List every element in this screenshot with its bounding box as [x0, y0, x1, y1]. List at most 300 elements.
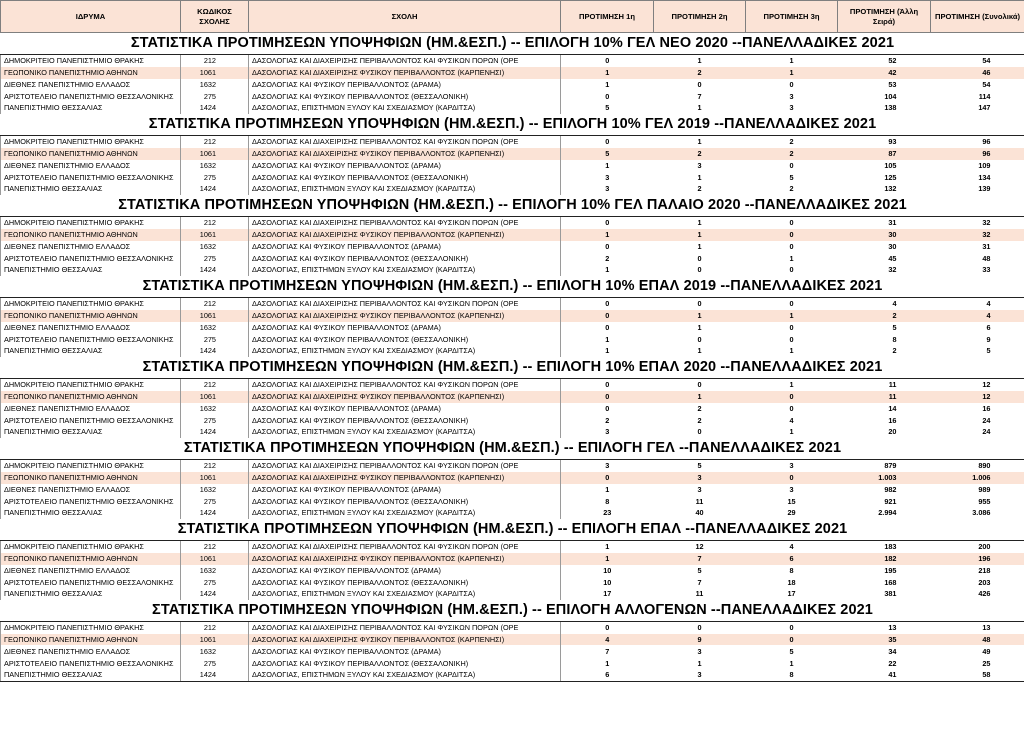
pref-total-cell[interactable]: 3.086	[972, 508, 991, 518]
school-cell[interactable]: ΔΑΣΟΛΟΓΙΑΣ, ΕΠΙΣΤΗΜΩΝ ΞΥΛΟΥ ΚΑΙ ΣΧΕΔΙΑΣΜΟΥ (ΚΑΡΔΙΤΣΑ)	[249, 345, 561, 357]
pref2-cell[interactable]: 1	[697, 322, 702, 332]
pref-total-cell[interactable]: 218	[978, 565, 991, 575]
institution-cell[interactable]: ΠΑΝΕΠΙΣΤΗΜΙΟ ΘΕΣΣΑΛΙΑΣ	[1, 588, 181, 600]
pref-total-cell[interactable]: 58	[931, 669, 1024, 681]
school-cell[interactable]: ΔΑΣΟΛΟΓΙΑΣ ΚΑΙ ΦΥΣΙΚΟΥ ΠΕΡΙΒΑΛΛΟΝΤΟΣ (ΔΡΑΜΑ)	[249, 322, 561, 334]
pref-total-cell[interactable]: 989	[978, 484, 991, 494]
pref2-cell[interactable]: 0	[697, 427, 702, 437]
pref-other-cell[interactable]: 195	[884, 565, 897, 575]
school-cell[interactable]: ΔΑΣΟΛΟΓΙΑΣ ΚΑΙ ΔΙΑΧΕΙΡΙΣΗΣ ΦΥΣΙΚΟΥ ΠΕΡΙΒΑΛΛΟΝΤΟΣ (ΚΑΡΠΕΝΗΣΙ)	[249, 634, 561, 646]
pref-other-cell[interactable]: 104	[884, 91, 897, 101]
pref1-cell[interactable]: 1	[605, 265, 610, 275]
institution-cell[interactable]: ΠΑΝΕΠΙΣΤΗΜΙΟ ΘΕΣΣΑΛΙΑΣ	[1, 507, 181, 519]
school-cell[interactable]: ΔΑΣΟΛΟΓΙΑΣ, ΕΠΙΣΤΗΜΩΝ ΞΥΛΟΥ ΚΑΙ ΣΧΕΔΙΑΣΜΟΥ (ΚΑΡΔΙΤΣΑ)	[249, 102, 561, 114]
section-title[interactable]: ΣΤΑΤΙΣΤΙΚΑ ΠΡΟΤΙΜΗΣΕΩΝ ΥΠΟΨΗΦΙΩΝ (ΗΜ.&ΕΣΠ.) -- ΕΠΙΛΟΓΗ 10% ΓΕΛ ΠΑΛΑΙΟ 2020 --ΠΑΝΕΛΛΑΔΙΚΕΣ 2021	[1, 195, 1024, 217]
pref2-cell[interactable]: 11	[695, 496, 704, 506]
school-cell[interactable]: ΔΑΣΟΛΟΓΙΑΣ ΚΑΙ ΔΙΑΧΕΙΡΙΣΗΣ ΦΥΣΙΚΟΥ ΠΕΡΙΒΑΛΛΟΝΤΟΣ (ΚΑΡΠΕΝΗΣΙ)	[249, 553, 561, 565]
pref2-cell[interactable]: 12	[695, 542, 704, 552]
header-school[interactable]: ΣΧΟΛΗ	[249, 1, 561, 33]
code-cell[interactable]: 1061	[181, 472, 249, 484]
pref1-cell[interactable]: 17	[603, 589, 612, 599]
pref-total-cell[interactable]: 12	[982, 380, 991, 390]
pref3-cell[interactable]: 0	[789, 299, 794, 309]
code-cell[interactable]: 1632	[181, 322, 249, 334]
institution-cell[interactable]: ΔΙΕΘΝΕΣ ΠΑΝΕΠΙΣΤΗΜΙΟ ΕΛΛΑΔΟΣ	[1, 241, 181, 253]
pref2-cell[interactable]: 0	[697, 380, 702, 390]
header-code[interactable]: ΚΩΔΙΚΟΣ ΣΧΟΛΗΣ	[181, 1, 249, 33]
pref3-cell[interactable]: 4	[789, 415, 794, 425]
pref1-cell[interactable]: 1	[605, 542, 610, 552]
pref-other-cell[interactable]: 13	[888, 623, 897, 633]
institution-cell[interactable]: ΑΡΙΣΤΟΤΕΛΕΙΟ ΠΑΝΕΠΙΣΤΗΜΙΟ ΘΕΣΣΑΛΟΝΙΚΗΣ	[1, 333, 181, 345]
code-cell[interactable]: 1061	[181, 391, 249, 403]
code-cell[interactable]: 1632	[181, 403, 249, 415]
school-cell[interactable]: ΔΑΣΟΛΟΓΙΑΣ ΚΑΙ ΦΥΣΙΚΟΥ ΠΕΡΙΒΑΛΛΟΝΤΟΣ (ΔΡΑΜΑ)	[249, 484, 561, 496]
pref-total-cell[interactable]: 4	[931, 310, 1024, 322]
pref-total-cell[interactable]: 54	[982, 79, 991, 89]
pref3-cell[interactable]: 1	[746, 310, 838, 322]
institution-cell[interactable]: ΓΕΩΠΟΝΙΚΟ ΠΑΝΕΠΙΣΤΗΜΙΟ ΑΘΗΝΩΝ	[1, 310, 181, 322]
pref1-cell[interactable]: 1	[561, 67, 654, 79]
pref2-cell[interactable]: 1	[654, 310, 746, 322]
pref3-cell[interactable]: 1	[746, 67, 838, 79]
pref-other-cell[interactable]: 20	[888, 427, 897, 437]
pref-other-cell[interactable]: 52	[888, 56, 897, 66]
pref-other-cell[interactable]: 34	[888, 646, 897, 656]
pref2-cell[interactable]: 2	[654, 148, 746, 160]
pref1-cell[interactable]: 0	[561, 472, 654, 484]
pref1-cell[interactable]: 0	[605, 241, 610, 251]
pref-other-cell[interactable]: 982	[884, 484, 897, 494]
pref3-cell[interactable]: 1	[789, 380, 794, 390]
section-title[interactable]: ΣΤΑΤΙΣΤΙΚΑ ΠΡΟΤΙΜΗΣΕΩΝ ΥΠΟΨΗΦΙΩΝ (ΗΜ.&ΕΣΠ.) -- ΕΠΙΛΟΓΗ 10% ΕΠΑΛ 2020 --ΠΑΝΕΛΛΑΔΙΚΕΣ 2021	[1, 357, 1024, 379]
pref-other-cell[interactable]: 2.994	[878, 508, 897, 518]
institution-cell[interactable]: ΓΕΩΠΟΝΙΚΟ ΠΑΝΕΠΙΣΤΗΜΙΟ ΑΘΗΝΩΝ	[1, 634, 181, 646]
pref3-cell[interactable]: 3	[789, 484, 794, 494]
pref2-cell[interactable]: 0	[697, 265, 702, 275]
pref1-cell[interactable]: 0	[561, 391, 654, 403]
school-cell[interactable]: ΔΑΣΟΛΟΓΙΑΣ ΚΑΙ ΔΙΑΧΕΙΡΙΣΗΣ ΦΥΣΙΚΟΥ ΠΕΡΙΒΑΛΛΟΝΤΟΣ (ΚΑΡΠΕΝΗΣΙ)	[249, 229, 561, 241]
pref-other-cell[interactable]: 32	[888, 265, 897, 275]
pref-total-cell[interactable]: 955	[978, 496, 991, 506]
institution-cell[interactable]: ΔΙΕΘΝΕΣ ΠΑΝΕΠΙΣΤΗΜΙΟ ΕΛΛΑΔΟΣ	[1, 160, 181, 172]
pref2-cell[interactable]: 1	[697, 658, 702, 668]
institution-cell[interactable]: ΑΡΙΣΤΟΤΕΛΕΙΟ ΠΑΝΕΠΙΣΤΗΜΙΟ ΘΕΣΣΑΛΟΝΙΚΗΣ	[1, 90, 181, 102]
pref-total-cell[interactable]: 16	[982, 403, 991, 413]
pref3-cell[interactable]: 5	[789, 646, 794, 656]
pref2-cell[interactable]: 2	[697, 184, 702, 194]
pref-total-cell[interactable]: 32	[931, 229, 1024, 241]
school-cell[interactable]: ΔΑΣΟΛΟΓΙΑΣ, ΕΠΙΣΤΗΜΩΝ ΞΥΛΟΥ ΚΑΙ ΣΧΕΔΙΑΣΜΟΥ (ΚΑΡΔΙΤΣΑ)	[249, 264, 561, 276]
pref-other-cell[interactable]: 14	[888, 403, 897, 413]
pref1-cell[interactable]: 23	[603, 508, 612, 518]
school-cell[interactable]: ΔΑΣΟΛΟΓΙΑΣ ΚΑΙ ΔΙΑΧΕΙΡΙΣΗΣ ΠΕΡΙΒΑΛΛΟΝΤΟΣ ΚΑΙ ΦΥΣΙΚΩΝ ΠΟΡΩΝ (ΟΡΕ	[249, 135, 561, 147]
code-cell[interactable]: 212	[181, 459, 249, 471]
pref2-cell[interactable]: 0	[697, 79, 702, 89]
pref-other-cell[interactable]: 11	[838, 391, 931, 403]
header-institution[interactable]: ΙΔΡΥΜΑ	[1, 1, 181, 33]
code-cell[interactable]: 1424	[181, 588, 249, 600]
pref2-cell[interactable]: 3	[654, 669, 746, 681]
pref-total-cell[interactable]: 4	[986, 299, 991, 309]
header-pref1[interactable]: ΠΡΟΤΙΜΗΣΗ 1η	[561, 1, 654, 33]
pref2-cell[interactable]: 0	[697, 253, 702, 263]
pref2-cell[interactable]: 7	[697, 91, 702, 101]
pref3-cell[interactable]: 0	[789, 241, 794, 251]
pref1-cell[interactable]: 0	[605, 137, 610, 147]
pref-other-cell[interactable]: 2	[892, 346, 897, 356]
pref2-cell[interactable]: 1	[697, 241, 702, 251]
code-cell[interactable]: 1061	[181, 229, 249, 241]
pref1-cell[interactable]: 10	[603, 565, 612, 575]
pref-total-cell[interactable]: 32	[982, 218, 991, 228]
pref-other-cell[interactable]: 182	[838, 553, 931, 565]
school-cell[interactable]: ΔΑΣΟΛΟΓΙΑΣ ΚΑΙ ΦΥΣΙΚΟΥ ΠΕΡΙΒΑΛΛΟΝΤΟΣ (ΔΡΑΜΑ)	[249, 565, 561, 577]
pref1-cell[interactable]: 1	[605, 160, 610, 170]
pref1-cell[interactable]: 1	[561, 229, 654, 241]
institution-cell[interactable]: ΑΡΙΣΤΟΤΕΛΕΙΟ ΠΑΝΕΠΙΣΤΗΜΙΟ ΘΕΣΣΑΛΟΝΙΚΗΣ	[1, 576, 181, 588]
institution-cell[interactable]: ΠΑΝΕΠΙΣΤΗΜΙΟ ΘΕΣΣΑΛΙΑΣ	[1, 183, 181, 195]
code-cell[interactable]: 1632	[181, 484, 249, 496]
pref3-cell[interactable]: 3	[789, 461, 794, 471]
pref3-cell[interactable]: 0	[789, 403, 794, 413]
school-cell[interactable]: ΔΑΣΟΛΟΓΙΑΣ ΚΑΙ ΦΥΣΙΚΟΥ ΠΕΡΙΒΑΛΛΟΝΤΟΣ (ΔΡΑΜΑ)	[249, 403, 561, 415]
section-title[interactable]: ΣΤΑΤΙΣΤΙΚΑ ΠΡΟΤΙΜΗΣΕΩΝ ΥΠΟΨΗΦΙΩΝ (ΗΜ.&ΕΣΠ.) -- ΕΠΙΛΟΓΗ 10% ΕΠΑΛ 2019 --ΠΑΝΕΛΛΑΔΙΚΕΣ 2021	[1, 276, 1024, 298]
school-cell[interactable]: ΔΑΣΟΛΟΓΙΑΣ ΚΑΙ ΔΙΑΧΕΙΡΙΣΗΣ ΦΥΣΙΚΟΥ ΠΕΡΙΒΑΛΛΟΝΤΟΣ (ΚΑΡΠΕΝΗΣΙ)	[249, 148, 561, 160]
pref1-cell[interactable]: 0	[605, 623, 610, 633]
pref1-cell[interactable]: 1	[605, 484, 610, 494]
header-pref-other[interactable]: ΠΡΟΤΙΜΗΣΗ (Άλλη Σειρά)	[838, 1, 931, 33]
school-cell[interactable]: ΔΑΣΟΛΟΓΙΑΣ ΚΑΙ ΦΥΣΙΚΟΥ ΠΕΡΙΒΑΛΛΟΝΤΟΣ (ΘΕΣΣΑΛΟΝΙΚΗ)	[249, 495, 561, 507]
institution-cell[interactable]: ΔΗΜΟΚΡΙΤΕΙΟ ΠΑΝΕΠΙΣΤΗΜΙΟ ΘΡΑΚΗΣ	[1, 216, 181, 228]
pref2-cell[interactable]: 0	[697, 623, 702, 633]
institution-cell[interactable]: ΔΙΕΘΝΕΣ ΠΑΝΕΠΙΣΤΗΜΙΟ ΕΛΛΑΔΟΣ	[1, 565, 181, 577]
pref3-cell[interactable]: 1	[789, 658, 794, 668]
pref3-cell[interactable]: 5	[789, 172, 794, 182]
header-pref2[interactable]: ΠΡΟΤΙΜΗΣΗ 2η	[654, 1, 746, 33]
pref-total-cell[interactable]: 96	[931, 148, 1024, 160]
institution-cell[interactable]: ΔΗΜΟΚΡΙΤΕΙΟ ΠΑΝΕΠΙΣΤΗΜΙΟ ΘΡΑΚΗΣ	[1, 135, 181, 147]
pref3-cell[interactable]: 0	[789, 623, 794, 633]
section-title[interactable]: ΣΤΑΤΙΣΤΙΚΑ ΠΡΟΤΙΜΗΣΕΩΝ ΥΠΟΨΗΦΙΩΝ (ΗΜ.&ΕΣΠ.) -- ΕΠΙΛΟΓΗ 10% ΓΕΛ ΝΕΟ 2020 --ΠΑΝΕΛΛΑΔΙΚΕΣ 2021	[1, 33, 1024, 55]
pref3-cell[interactable]: 1	[789, 253, 794, 263]
school-cell[interactable]: ΔΑΣΟΛΟΓΙΑΣ ΚΑΙ ΔΙΑΧΕΙΡΙΣΗΣ ΦΥΣΙΚΟΥ ΠΕΡΙΒΑΛΛΟΝΤΟΣ (ΚΑΡΠΕΝΗΣΙ)	[249, 472, 561, 484]
pref1-cell[interactable]: 2	[605, 415, 610, 425]
pref2-cell[interactable]: 3	[654, 472, 746, 484]
institution-cell[interactable]: ΔΙΕΘΝΕΣ ΠΑΝΕΠΙΣΤΗΜΙΟ ΕΛΛΑΔΟΣ	[1, 403, 181, 415]
institution-cell[interactable]: ΔΗΜΟΚΡΙΤΕΙΟ ΠΑΝΕΠΙΣΤΗΜΙΟ ΘΡΑΚΗΣ	[1, 55, 181, 67]
pref3-cell[interactable]: 0	[746, 634, 838, 646]
code-cell[interactable]: 212	[181, 540, 249, 552]
pref-total-cell[interactable]: 6	[986, 322, 991, 332]
pref2-cell[interactable]: 2	[697, 403, 702, 413]
pref2-cell[interactable]: 1	[697, 137, 702, 147]
institution-cell[interactable]: ΠΑΝΕΠΙΣΤΗΜΙΟ ΘΕΣΣΑΛΙΑΣ	[1, 669, 181, 681]
pref1-cell[interactable]: 0	[561, 310, 654, 322]
pref-total-cell[interactable]: 12	[931, 391, 1024, 403]
institution-cell[interactable]: ΓΕΩΠΟΝΙΚΟ ΠΑΝΕΠΙΣΤΗΜΙΟ ΑΘΗΝΩΝ	[1, 148, 181, 160]
institution-cell[interactable]: ΠΑΝΕΠΙΣΤΗΜΙΟ ΘΕΣΣΑΛΙΑΣ	[1, 345, 181, 357]
pref-total-cell[interactable]: 33	[982, 265, 991, 275]
school-cell[interactable]: ΔΑΣΟΛΟΓΙΑΣ ΚΑΙ ΦΥΣΙΚΟΥ ΠΕΡΙΒΑΛΛΟΝΤΟΣ (ΔΡΑΜΑ)	[249, 645, 561, 657]
institution-cell[interactable]: ΔΙΕΘΝΕΣ ΠΑΝΕΠΙΣΤΗΜΙΟ ΕΛΛΑΔΟΣ	[1, 322, 181, 334]
code-cell[interactable]: 1424	[181, 345, 249, 357]
pref-total-cell[interactable]: 196	[931, 553, 1024, 565]
pref3-cell[interactable]: 0	[789, 334, 794, 344]
pref-total-cell[interactable]: 134	[978, 172, 991, 182]
pref3-cell[interactable]: 0	[789, 265, 794, 275]
institution-cell[interactable]: ΔΙΕΘΝΕΣ ΠΑΝΕΠΙΣΤΗΜΙΟ ΕΛΛΑΔΟΣ	[1, 645, 181, 657]
school-cell[interactable]: ΔΑΣΟΛΟΓΙΑΣ ΚΑΙ ΔΙΑΧΕΙΡΙΣΗΣ ΠΕΡΙΒΑΛΛΟΝΤΟΣ ΚΑΙ ΦΥΣΙΚΩΝ ΠΟΡΩΝ (ΟΡΕ	[249, 621, 561, 633]
pref1-cell[interactable]: 7	[605, 646, 610, 656]
pref3-cell[interactable]: 1	[789, 427, 794, 437]
institution-cell[interactable]: ΔΗΜΟΚΡΙΤΕΙΟ ΠΑΝΕΠΙΣΤΗΜΙΟ ΘΡΑΚΗΣ	[1, 459, 181, 471]
institution-cell[interactable]: ΓΕΩΠΟΝΙΚΟ ΠΑΝΕΠΙΣΤΗΜΙΟ ΑΘΗΝΩΝ	[1, 391, 181, 403]
school-cell[interactable]: ΔΑΣΟΛΟΓΙΑΣ ΚΑΙ ΔΙΑΧΕΙΡΙΣΗΣ ΠΕΡΙΒΑΛΛΟΝΤΟΣ ΚΑΙ ΦΥΣΙΚΩΝ ΠΟΡΩΝ (ΟΡΕ	[249, 55, 561, 67]
pref1-cell[interactable]: 5	[605, 103, 610, 113]
pref-total-cell[interactable]: 109	[978, 160, 991, 170]
pref2-cell[interactable]: 1	[697, 218, 702, 228]
pref-other-cell[interactable]: 132	[884, 184, 897, 194]
pref3-cell[interactable]: 18	[787, 577, 796, 587]
school-cell[interactable]: ΔΑΣΟΛΟΓΙΑΣ ΚΑΙ ΔΙΑΧΕΙΡΙΣΗΣ ΠΕΡΙΒΑΛΛΟΝΤΟΣ ΚΑΙ ΦΥΣΙΚΩΝ ΠΟΡΩΝ (ΟΡΕ	[249, 540, 561, 552]
pref1-cell[interactable]: 0	[605, 299, 610, 309]
code-cell[interactable]: 212	[181, 378, 249, 390]
code-cell[interactable]: 1632	[181, 645, 249, 657]
pref-other-cell[interactable]: 125	[884, 172, 897, 182]
pref3-cell[interactable]: 1	[789, 56, 794, 66]
pref2-cell[interactable]: 3	[697, 484, 702, 494]
pref2-cell[interactable]: 1	[697, 172, 702, 182]
code-cell[interactable]: 275	[181, 333, 249, 345]
pref2-cell[interactable]: 40	[695, 508, 704, 518]
pref-other-cell[interactable]: 35	[838, 634, 931, 646]
school-cell[interactable]: ΔΑΣΟΛΟΓΙΑΣ ΚΑΙ ΦΥΣΙΚΟΥ ΠΕΡΙΒΑΛΛΟΝΤΟΣ (ΘΕΣΣΑΛΟΝΙΚΗ)	[249, 171, 561, 183]
pref-total-cell[interactable]: 13	[982, 623, 991, 633]
pref-total-cell[interactable]: 5	[986, 346, 991, 356]
pref-other-cell[interactable]: 45	[888, 253, 897, 263]
school-cell[interactable]: ΔΑΣΟΛΟΓΙΑΣ ΚΑΙ ΦΥΣΙΚΟΥ ΠΕΡΙΒΑΛΛΟΝΤΟΣ (ΘΕΣΣΑΛΟΝΙΚΗ)	[249, 657, 561, 669]
pref-total-cell[interactable]: 114	[978, 91, 991, 101]
institution-cell[interactable]: ΓΕΩΠΟΝΙΚΟ ΠΑΝΕΠΙΣΤΗΜΙΟ ΑΘΗΝΩΝ	[1, 229, 181, 241]
school-cell[interactable]: ΔΑΣΟΛΟΓΙΑΣ ΚΑΙ ΔΙΑΧΕΙΡΙΣΗΣ ΠΕΡΙΒΑΛΛΟΝΤΟΣ ΚΑΙ ΦΥΣΙΚΩΝ ΠΟΡΩΝ (ΟΡΕ	[249, 216, 561, 228]
pref3-cell[interactable]: 2	[789, 137, 794, 147]
pref-total-cell[interactable]: 31	[982, 241, 991, 251]
pref3-cell[interactable]: 29	[787, 508, 796, 518]
pref1-cell[interactable]: 4	[561, 634, 654, 646]
pref-other-cell[interactable]: 87	[838, 148, 931, 160]
institution-cell[interactable]: ΠΑΝΕΠΙΣΤΗΜΙΟ ΘΕΣΣΑΛΙΑΣ	[1, 102, 181, 114]
pref-other-cell[interactable]: 93	[888, 137, 897, 147]
code-cell[interactable]: 1061	[181, 310, 249, 322]
code-cell[interactable]: 1061	[181, 553, 249, 565]
school-cell[interactable]: ΔΑΣΟΛΟΓΙΑΣ ΚΑΙ ΦΥΣΙΚΟΥ ΠΕΡΙΒΑΛΛΟΝΤΟΣ (ΘΕΣΣΑΛΟΝΙΚΗ)	[249, 252, 561, 264]
school-cell[interactable]: ΔΑΣΟΛΟΓΙΑΣ ΚΑΙ ΦΥΣΙΚΟΥ ΠΕΡΙΒΑΛΛΟΝΤΟΣ (ΘΕΣΣΑΛΟΝΙΚΗ)	[249, 90, 561, 102]
pref-total-cell[interactable]: 49	[982, 646, 991, 656]
code-cell[interactable]: 275	[181, 657, 249, 669]
pref1-cell[interactable]: 3	[605, 184, 610, 194]
school-cell[interactable]: ΔΑΣΟΛΟΓΙΑΣ, ΕΠΙΣΤΗΜΩΝ ΞΥΛΟΥ ΚΑΙ ΣΧΕΔΙΑΣΜΟΥ (ΚΑΡΔΙΤΣΑ)	[249, 426, 561, 438]
pref3-cell[interactable]: 2	[746, 148, 838, 160]
pref-total-cell[interactable]: 139	[978, 184, 991, 194]
institution-cell[interactable]: ΔΗΜΟΚΡΙΤΕΙΟ ΠΑΝΕΠΙΣΤΗΜΙΟ ΘΡΑΚΗΣ	[1, 621, 181, 633]
pref1-cell[interactable]: 0	[605, 91, 610, 101]
institution-cell[interactable]: ΠΑΝΕΠΙΣΤΗΜΙΟ ΘΕΣΣΑΛΙΑΣ	[1, 426, 181, 438]
pref2-cell[interactable]: 2	[697, 415, 702, 425]
code-cell[interactable]: 212	[181, 297, 249, 309]
pref2-cell[interactable]: 11	[695, 589, 704, 599]
pref-other-cell[interactable]: 30	[888, 241, 897, 251]
pref1-cell[interactable]: 0	[605, 380, 610, 390]
school-cell[interactable]: ΔΑΣΟΛΟΓΙΑΣ, ΕΠΙΣΤΗΜΩΝ ΞΥΛΟΥ ΚΑΙ ΣΧΕΔΙΑΣΜΟΥ (ΚΑΡΔΙΤΣΑ)	[249, 507, 561, 519]
pref1-cell[interactable]: 0	[605, 322, 610, 332]
school-cell[interactable]: ΔΑΣΟΛΟΓΙΑΣ ΚΑΙ ΦΥΣΙΚΟΥ ΠΕΡΙΒΑΛΛΟΝΤΟΣ (ΘΕΣΣΑΛΟΝΙΚΗ)	[249, 414, 561, 426]
pref3-cell[interactable]: 2	[789, 184, 794, 194]
pref-total-cell[interactable]: 1.006	[931, 472, 1024, 484]
pref-total-cell[interactable]: 54	[982, 56, 991, 66]
school-cell[interactable]: ΔΑΣΟΛΟΓΙΑΣ ΚΑΙ ΦΥΣΙΚΟΥ ΠΕΡΙΒΑΛΛΟΝΤΟΣ (ΔΡΑΜΑ)	[249, 160, 561, 172]
pref-total-cell[interactable]: 25	[982, 658, 991, 668]
pref2-cell[interactable]: 0	[697, 299, 702, 309]
pref1-cell[interactable]: 3	[605, 172, 610, 182]
pref2-cell[interactable]: 1	[697, 103, 702, 113]
code-cell[interactable]: 275	[181, 495, 249, 507]
pref-total-cell[interactable]: 147	[978, 103, 991, 113]
institution-cell[interactable]: ΓΕΩΠΟΝΙΚΟ ΠΑΝΕΠΙΣΤΗΜΙΟ ΑΘΗΝΩΝ	[1, 472, 181, 484]
header-pref3[interactable]: ΠΡΟΤΙΜΗΣΗ 3η	[746, 1, 838, 33]
pref-total-cell[interactable]: 890	[978, 461, 991, 471]
pref-other-cell[interactable]: 53	[888, 79, 897, 89]
code-cell[interactable]: 1632	[181, 565, 249, 577]
institution-cell[interactable]: ΔΗΜΟΚΡΙΤΕΙΟ ΠΑΝΕΠΙΣΤΗΜΙΟ ΘΡΑΚΗΣ	[1, 297, 181, 309]
section-title[interactable]: ΣΤΑΤΙΣΤΙΚΑ ΠΡΟΤΙΜΗΣΕΩΝ ΥΠΟΨΗΦΙΩΝ (ΗΜ.&ΕΣΠ.) -- ΕΠΙΛΟΓΗ ΑΛΛΟΓΕΝΩΝ --ΠΑΝΕΛΛΑΔΙΚΕΣ 2021	[1, 600, 1024, 622]
section-title[interactable]: ΣΤΑΤΙΣΤΙΚΑ ΠΡΟΤΙΜΗΣΕΩΝ ΥΠΟΨΗΦΙΩΝ (ΗΜ.&ΕΣΠ.) -- ΕΠΙΛΟΓΗ 10% ΓΕΛ 2019 --ΠΑΝΕΛΛΑΔΙΚΕΣ 2021	[1, 114, 1024, 136]
pref-other-cell[interactable]: 1.003	[838, 472, 931, 484]
pref-other-cell[interactable]: 381	[884, 589, 897, 599]
pref2-cell[interactable]: 7	[697, 577, 702, 587]
pref1-cell[interactable]: 1	[605, 658, 610, 668]
pref3-cell[interactable]: 1	[789, 346, 794, 356]
school-cell[interactable]: ΔΑΣΟΛΟΓΙΑΣ ΚΑΙ ΔΙΑΧΕΙΡΙΣΗΣ ΠΕΡΙΒΑΛΛΟΝΤΟΣ ΚΑΙ ΦΥΣΙΚΩΝ ΠΟΡΩΝ (ΟΡΕ	[249, 378, 561, 390]
pref2-cell[interactable]: 5	[697, 565, 702, 575]
pref-total-cell[interactable]: 24	[982, 427, 991, 437]
pref1-cell[interactable]: 6	[561, 669, 654, 681]
code-cell[interactable]: 1632	[181, 241, 249, 253]
pref-other-cell[interactable]: 168	[884, 577, 897, 587]
pref1-cell[interactable]: 1	[605, 79, 610, 89]
pref-total-cell[interactable]: 46	[931, 67, 1024, 79]
code-cell[interactable]: 1424	[181, 183, 249, 195]
institution-cell[interactable]: ΔΙΕΘΝΕΣ ΠΑΝΕΠΙΣΤΗΜΙΟ ΕΛΛΑΔΟΣ	[1, 484, 181, 496]
pref3-cell[interactable]: 6	[746, 553, 838, 565]
pref2-cell[interactable]: 3	[697, 160, 702, 170]
pref1-cell[interactable]: 0	[605, 403, 610, 413]
pref3-cell[interactable]: 0	[746, 229, 838, 241]
pref3-cell[interactable]: 0	[789, 322, 794, 332]
pref3-cell[interactable]: 3	[789, 91, 794, 101]
institution-cell[interactable]: ΑΡΙΣΤΟΤΕΛΕΙΟ ΠΑΝΕΠΙΣΤΗΜΙΟ ΘΕΣΣΑΛΟΝΙΚΗΣ	[1, 657, 181, 669]
pref-other-cell[interactable]: 105	[884, 160, 897, 170]
code-cell[interactable]: 275	[181, 90, 249, 102]
code-cell[interactable]: 1632	[181, 160, 249, 172]
pref2-cell[interactable]: 2	[654, 67, 746, 79]
pref-total-cell[interactable]: 203	[978, 577, 991, 587]
code-cell[interactable]: 1424	[181, 264, 249, 276]
code-cell[interactable]: 275	[181, 414, 249, 426]
institution-cell[interactable]: ΔΗΜΟΚΡΙΤΕΙΟ ΠΑΝΕΠΙΣΤΗΜΙΟ ΘΡΑΚΗΣ	[1, 378, 181, 390]
pref-total-cell[interactable]: 96	[982, 137, 991, 147]
pref1-cell[interactable]: 2	[605, 253, 610, 263]
school-cell[interactable]: ΔΑΣΟΛΟΓΙΑΣ, ΕΠΙΣΤΗΜΩΝ ΞΥΛΟΥ ΚΑΙ ΣΧΕΔΙΑΣΜΟΥ (ΚΑΡΔΙΤΣΑ)	[249, 588, 561, 600]
section-title[interactable]: ΣΤΑΤΙΣΤΙΚΑ ΠΡΟΤΙΜΗΣΕΩΝ ΥΠΟΨΗΦΙΩΝ (ΗΜ.&ΕΣΠ.) -- ΕΠΙΛΟΓΗ ΓΕΛ --ΠΑΝΕΛΛΑΔΙΚΕΣ 2021	[1, 438, 1024, 460]
pref3-cell[interactable]: 0	[746, 472, 838, 484]
code-cell[interactable]: 1424	[181, 426, 249, 438]
school-cell[interactable]: ΔΑΣΟΛΟΓΙΑΣ ΚΑΙ ΔΙΑΧΕΙΡΙΣΗΣ ΦΥΣΙΚΟΥ ΠΕΡΙΒΑΛΛΟΝΤΟΣ (ΚΑΡΠΕΝΗΣΙ)	[249, 310, 561, 322]
institution-cell[interactable]: ΓΕΩΠΟΝΙΚΟ ΠΑΝΕΠΙΣΤΗΜΙΟ ΑΘΗΝΩΝ	[1, 67, 181, 79]
pref1-cell[interactable]: 1	[605, 346, 610, 356]
pref3-cell[interactable]: 0	[789, 79, 794, 89]
institution-cell[interactable]: ΑΡΙΣΤΟΤΕΛΕΙΟ ΠΑΝΕΠΙΣΤΗΜΙΟ ΘΕΣΣΑΛΟΝΙΚΗΣ	[1, 252, 181, 264]
school-cell[interactable]: ΔΑΣΟΛΟΓΙΑΣ ΚΑΙ ΔΙΑΧΕΙΡΙΣΗΣ ΠΕΡΙΒΑΛΛΟΝΤΟΣ ΚΑΙ ΦΥΣΙΚΩΝ ΠΟΡΩΝ (ΟΡΕ	[249, 459, 561, 471]
institution-cell[interactable]: ΑΡΙΣΤΟΤΕΛΕΙΟ ΠΑΝΕΠΙΣΤΗΜΙΟ ΘΕΣΣΑΛΟΝΙΚΗΣ	[1, 414, 181, 426]
pref-total-cell[interactable]: 200	[978, 542, 991, 552]
pref1-cell[interactable]: 1	[605, 334, 610, 344]
code-cell[interactable]: 1061	[181, 634, 249, 646]
pref2-cell[interactable]: 1	[697, 56, 702, 66]
pref-other-cell[interactable]: 30	[838, 229, 931, 241]
pref2-cell[interactable]: 7	[654, 553, 746, 565]
pref2-cell[interactable]: 9	[654, 634, 746, 646]
pref-total-cell[interactable]: 48	[931, 634, 1024, 646]
code-cell[interactable]: 1061	[181, 67, 249, 79]
code-cell[interactable]: 212	[181, 216, 249, 228]
pref3-cell[interactable]: 17	[787, 589, 796, 599]
code-cell[interactable]: 275	[181, 252, 249, 264]
pref2-cell[interactable]: 1	[697, 346, 702, 356]
institution-cell[interactable]: ΠΑΝΕΠΙΣΤΗΜΙΟ ΘΕΣΣΑΛΙΑΣ	[1, 264, 181, 276]
pref1-cell[interactable]: 8	[605, 496, 610, 506]
pref1-cell[interactable]: 5	[561, 148, 654, 160]
institution-cell[interactable]: ΔΗΜΟΚΡΙΤΕΙΟ ΠΑΝΕΠΙΣΤΗΜΙΟ ΘΡΑΚΗΣ	[1, 540, 181, 552]
pref-other-cell[interactable]: 8	[892, 334, 897, 344]
pref-other-cell[interactable]: 183	[884, 542, 897, 552]
school-cell[interactable]: ΔΑΣΟΛΟΓΙΑΣ ΚΑΙ ΔΙΑΧΕΙΡΙΣΗΣ ΠΕΡΙΒΑΛΛΟΝΤΟΣ ΚΑΙ ΦΥΣΙΚΩΝ ΠΟΡΩΝ (ΟΡΕ	[249, 297, 561, 309]
section-title[interactable]: ΣΤΑΤΙΣΤΙΚΑ ΠΡΟΤΙΜΗΣΕΩΝ ΥΠΟΨΗΦΙΩΝ (ΗΜ.&ΕΣΠ.) -- ΕΠΙΛΟΓΗ ΕΠΑΛ --ΠΑΝΕΛΛΑΔΙΚΕΣ 2021	[1, 519, 1024, 541]
pref-other-cell[interactable]: 16	[888, 415, 897, 425]
pref3-cell[interactable]: 8	[746, 669, 838, 681]
school-cell[interactable]: ΔΑΣΟΛΟΓΙΑΣ, ΕΠΙΣΤΗΜΩΝ ΞΥΛΟΥ ΚΑΙ ΣΧΕΔΙΑΣΜΟΥ (ΚΑΡΔΙΤΣΑ)	[249, 183, 561, 195]
code-cell[interactable]: 1424	[181, 507, 249, 519]
code-cell[interactable]: 1424	[181, 669, 249, 681]
pref3-cell[interactable]: 0	[746, 391, 838, 403]
pref2-cell[interactable]: 3	[697, 646, 702, 656]
code-cell[interactable]: 212	[181, 621, 249, 633]
pref-total-cell[interactable]: 24	[982, 415, 991, 425]
code-cell[interactable]: 1632	[181, 79, 249, 91]
pref-total-cell[interactable]: 48	[982, 253, 991, 263]
pref-other-cell[interactable]: 921	[884, 496, 897, 506]
pref-other-cell[interactable]: 41	[838, 669, 931, 681]
code-cell[interactable]: 212	[181, 55, 249, 67]
pref3-cell[interactable]: 15	[787, 496, 796, 506]
pref2-cell[interactable]: 1	[654, 229, 746, 241]
school-cell[interactable]: ΔΑΣΟΛΟΓΙΑΣ, ΕΠΙΣΤΗΜΩΝ ΞΥΛΟΥ ΚΑΙ ΣΧΕΔΙΑΣΜΟΥ (ΚΑΡΔΙΤΣΑ)	[249, 669, 561, 681]
pref1-cell[interactable]: 3	[605, 461, 610, 471]
header-pref-total[interactable]: ΠΡΟΤΙΜΗΣΗ (Συνολικά)	[931, 1, 1024, 33]
school-cell[interactable]: ΔΑΣΟΛΟΓΙΑΣ ΚΑΙ ΦΥΣΙΚΟΥ ΠΕΡΙΒΑΛΛΟΝΤΟΣ (ΘΕΣΣΑΛΟΝΙΚΗ)	[249, 576, 561, 588]
code-cell[interactable]: 275	[181, 576, 249, 588]
pref-other-cell[interactable]: 11	[888, 380, 897, 390]
